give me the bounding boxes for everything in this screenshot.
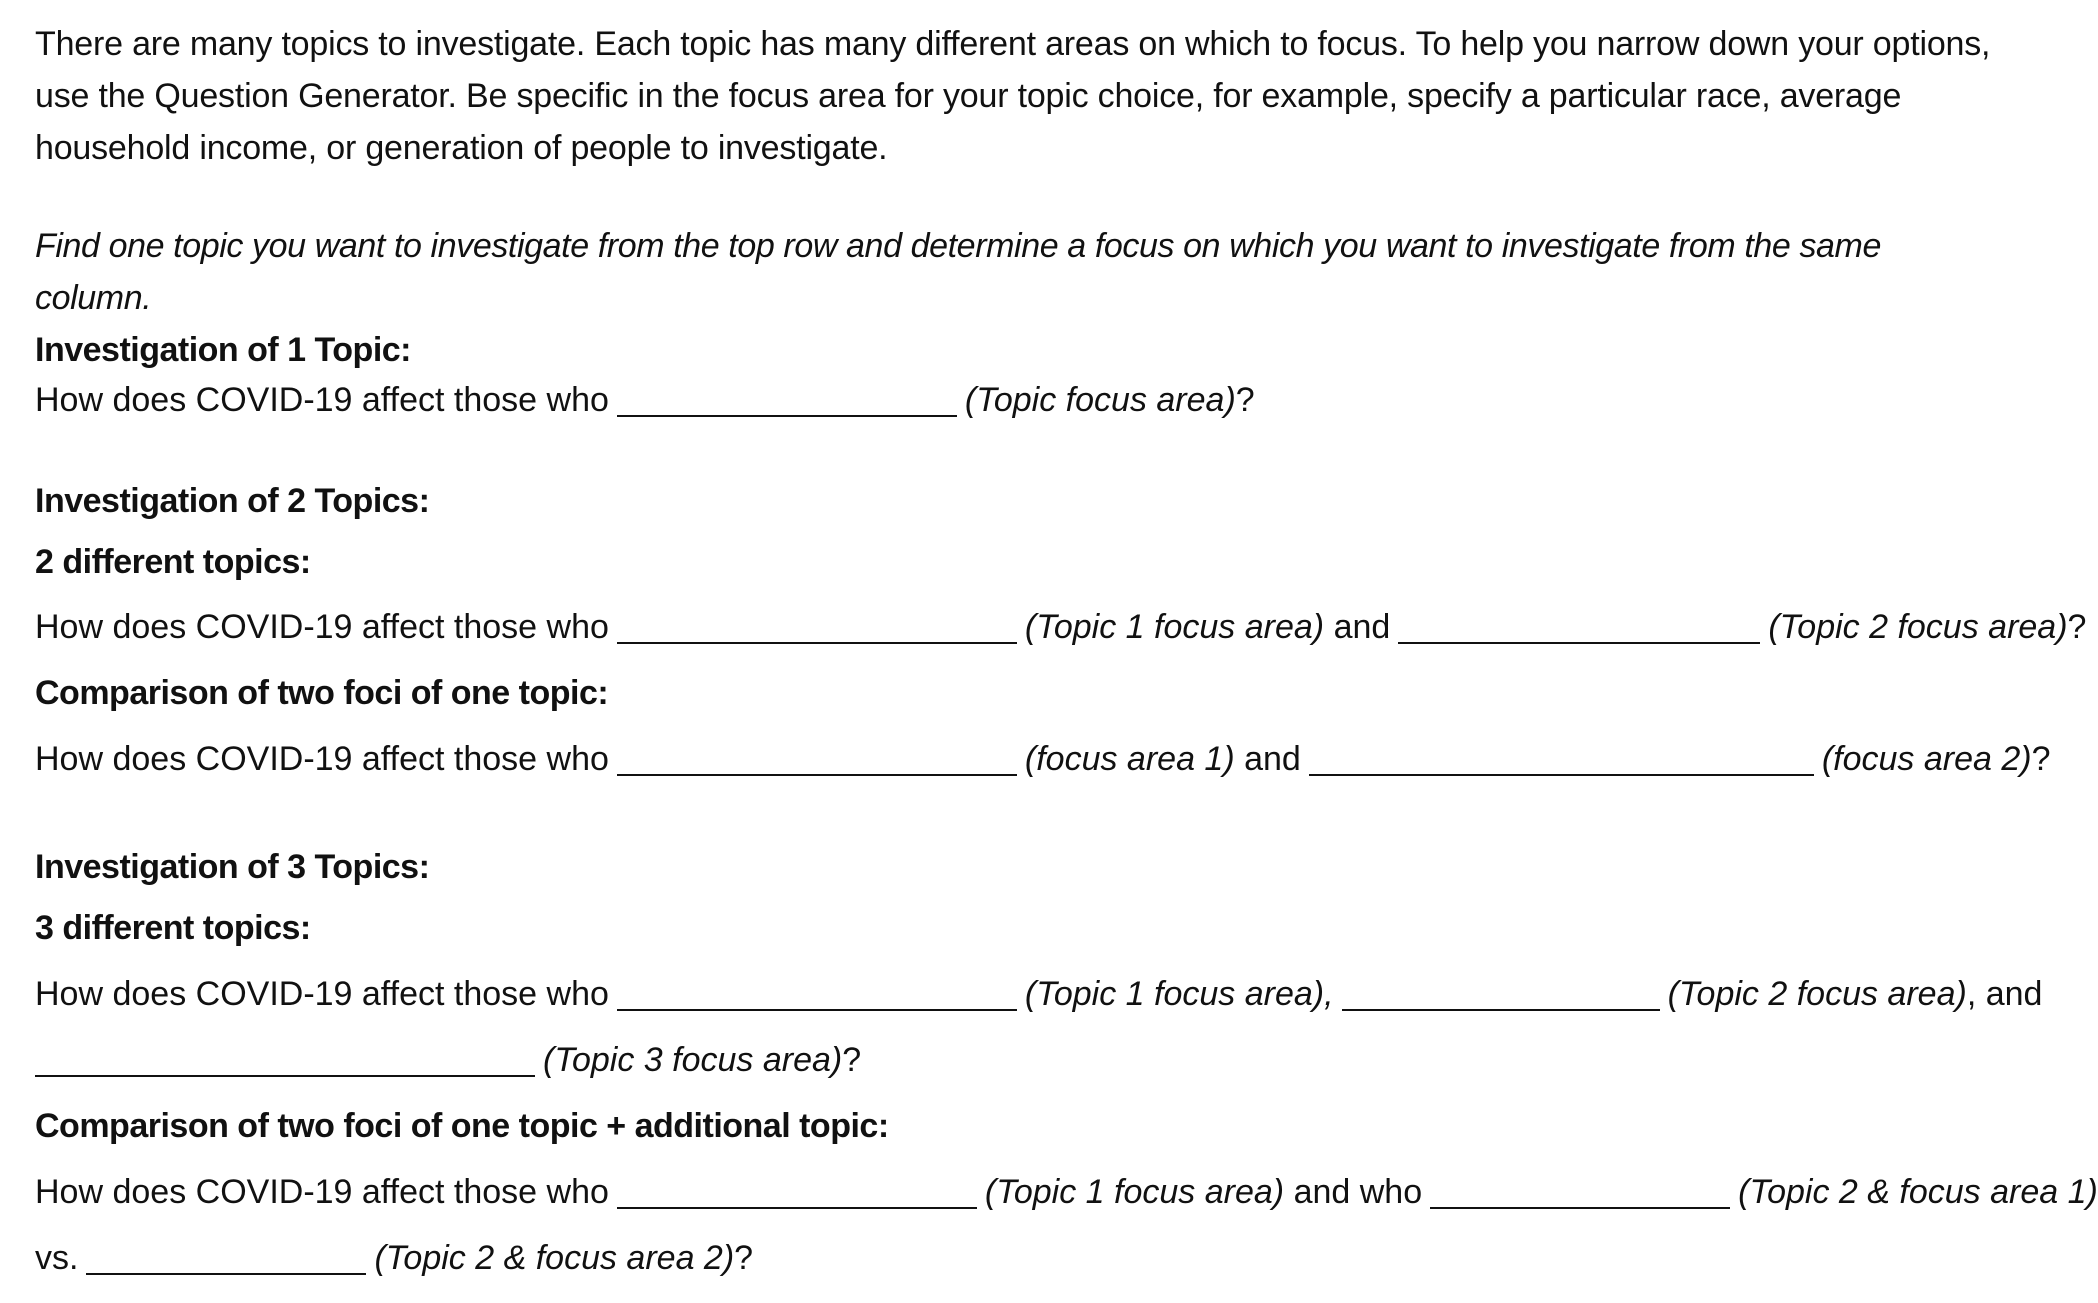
section-3-question-2-continued	[35, 1236, 753, 1280]
section-2-question-2	[35, 737, 2051, 781]
topic-3-focus-hint: (Topic 3 focus area)	[543, 1041, 843, 1079]
and-text: , and	[1966, 975, 2043, 1013]
question-prefix: How does COVID-19 affect those who	[35, 381, 609, 419]
focus-area-1-hint: (focus area 1)	[1024, 740, 1235, 778]
question-prefix: How does COVID-19 affect those who	[35, 975, 609, 1013]
topic-focus-hint: (Topic focus area)	[964, 381, 1236, 419]
section-1-heading: Investigation of 1 Topic:	[35, 331, 411, 369]
topic-1-focus-blank[interactable]	[617, 1175, 977, 1209]
section-3-question-1-continued	[35, 1038, 861, 1082]
section-3-subheading-comparison: Comparison of two foci of one topic + additional topic:	[35, 1107, 889, 1145]
topic-1-focus-hint: (Topic 1 focus area)	[1024, 608, 1325, 646]
and-who-text: and who	[1293, 1173, 1423, 1211]
question-prefix: How does COVID-19 affect those who	[35, 1173, 609, 1211]
question-end: ?	[2067, 608, 2087, 646]
and-text: and	[1333, 608, 1391, 646]
topic-focus-blank[interactable]	[617, 383, 957, 417]
section-3-heading: Investigation of 3 Topics:	[35, 848, 430, 886]
and-text: and	[1244, 740, 1301, 778]
question-end: ?	[2031, 740, 2051, 778]
worksheet	[35, 18, 2098, 1277]
question-end: ?	[842, 1041, 862, 1079]
focus-area-1-blank[interactable]	[617, 742, 1017, 776]
focus-area-2-hint: (focus area 2)	[1821, 740, 2032, 778]
focus-area-2-blank[interactable]	[1309, 742, 1814, 776]
question-end: ?	[734, 1239, 754, 1277]
section-2-subheading-different: 2 different topics:	[35, 543, 311, 581]
section-3-question-1	[35, 972, 2042, 1016]
section-2-heading: Investigation of 2 Topics:	[35, 482, 430, 520]
section-2-subheading-comparison: Comparison of two foci of one topic:	[35, 674, 609, 712]
topic-2-focus-area-2-hint: (Topic 2 & focus area 2)	[374, 1239, 735, 1277]
topic-2-focus-area-1-hint: (Topic 2 & focus area 1)	[1738, 1173, 2098, 1211]
topic-2-focus-hint: (Topic 2 focus area)	[1768, 608, 2068, 646]
topic-2-focus-blank[interactable]	[1398, 610, 1760, 644]
question-prefix: How does COVID-19 affect those who	[35, 608, 609, 646]
instruction-text: Find one topic you want to investigate from the top row and determine a focus on which you want to investigate from the same column.	[35, 227, 1881, 317]
vs-text: vs.	[35, 1239, 79, 1277]
topic-1-focus-blank[interactable]	[617, 977, 1017, 1011]
question-prefix: How does COVID-19 affect those who	[35, 740, 609, 778]
topic-1-focus-hint: (Topic 1 focus area)	[984, 1173, 1285, 1211]
topic-3-focus-blank[interactable]	[35, 1043, 535, 1077]
section-2-question-1	[35, 605, 2086, 649]
section-3-subheading-different: 3 different topics:	[35, 909, 311, 947]
topic-2-focus-hint: (Topic 2 focus area)	[1667, 975, 1967, 1013]
intro-paragraph: There are many topics to investigate. Each topic has many different areas on which to focus. To help you narrow down your options, use the Question Generator. Be specific in the focus area for your topic choice, for example, specify a particular race, average household income, or generation of people to investigate.	[35, 25, 1991, 167]
topic-2-focus-blank[interactable]	[1342, 977, 1660, 1011]
section-3-question-2	[35, 1170, 2098, 1214]
topic-1-focus-blank[interactable]	[617, 610, 1017, 644]
topic-2-focus-area-1-blank[interactable]	[1430, 1175, 1730, 1209]
question-end: ?	[1235, 381, 1255, 419]
section-1-question	[35, 378, 1255, 422]
topic-2-focus-area-2-blank[interactable]	[86, 1241, 366, 1275]
topic-1-focus-hint: (Topic 1 focus area),	[1024, 975, 1334, 1013]
